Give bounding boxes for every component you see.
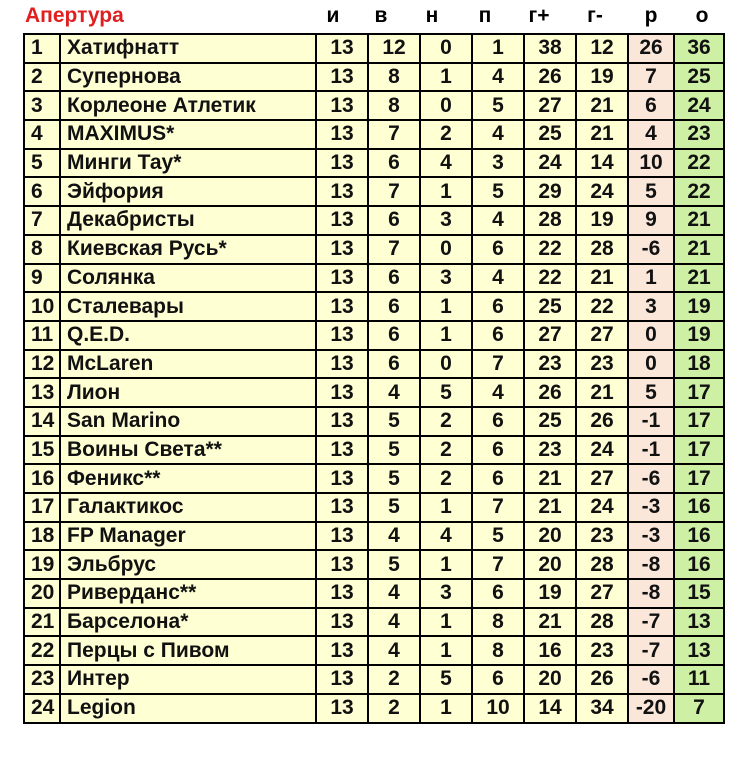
team-rank: 17 (24, 493, 60, 522)
col-header-losses: п (478, 4, 492, 27)
team-rank: 16 (24, 464, 60, 493)
team-name: Барселона* (60, 608, 316, 637)
wins-cell: 8 (368, 63, 420, 92)
table-row (24, 493, 724, 522)
draws-cell: 4 (420, 522, 472, 551)
team-rank: 13 (24, 378, 60, 407)
table-row (24, 149, 724, 178)
points-cell: 13 (674, 636, 724, 665)
draws-cell: 3 (420, 206, 472, 235)
goals-against-cell: 24 (576, 436, 628, 465)
goal-diff-cell: -6 (628, 464, 674, 493)
points-cell: 16 (674, 522, 724, 551)
draws-cell: 0 (420, 350, 472, 379)
goal-diff-cell: -1 (628, 436, 674, 465)
played-cell: 13 (316, 235, 368, 264)
losses-cell: 3 (472, 149, 524, 178)
draws-cell: 1 (420, 292, 472, 321)
points-cell: 17 (674, 464, 724, 493)
table-row (24, 694, 724, 723)
draws-cell: 1 (420, 493, 472, 522)
team-name: McLaren (60, 350, 316, 379)
goals-against-cell: 14 (576, 149, 628, 178)
goal-diff-cell: -8 (628, 579, 674, 608)
played-cell: 13 (316, 149, 368, 178)
goals-for-cell: 23 (524, 436, 576, 465)
losses-cell: 5 (472, 522, 524, 551)
goals-against-cell: 28 (576, 235, 628, 264)
goals-against-cell: 22 (576, 292, 628, 321)
draws-cell: 1 (420, 63, 472, 92)
wins-cell: 2 (368, 665, 420, 694)
goal-diff-cell: -20 (628, 694, 674, 723)
losses-cell: 4 (472, 206, 524, 235)
team-name: Эльбрус (60, 550, 316, 579)
draws-cell: 5 (420, 378, 472, 407)
goal-diff-cell: -8 (628, 550, 674, 579)
draws-cell: 2 (420, 436, 472, 465)
losses-cell: 4 (472, 378, 524, 407)
goals-against-cell: 21 (576, 120, 628, 149)
points-cell: 22 (674, 149, 724, 178)
table-row (24, 321, 724, 350)
team-rank: 19 (24, 550, 60, 579)
played-cell: 13 (316, 407, 368, 436)
wins-cell: 5 (368, 407, 420, 436)
losses-cell: 6 (472, 235, 524, 264)
table-row (24, 464, 724, 493)
played-cell: 13 (316, 665, 368, 694)
played-cell: 13 (316, 522, 368, 551)
team-name: Воины Света** (60, 436, 316, 465)
goals-for-cell: 21 (524, 493, 576, 522)
team-name: Сталевары (60, 292, 316, 321)
points-cell: 15 (674, 579, 724, 608)
losses-cell: 6 (472, 665, 524, 694)
losses-cell: 8 (472, 608, 524, 637)
standings-body (24, 34, 724, 723)
team-name: Перцы с Пивом (60, 636, 316, 665)
goal-diff-cell: 4 (628, 120, 674, 149)
goal-diff-cell: -7 (628, 636, 674, 665)
table-row (24, 120, 724, 149)
goals-for-cell: 22 (524, 235, 576, 264)
table-row (24, 235, 724, 264)
team-name: Q.E.D. (60, 321, 316, 350)
goal-diff-cell: 10 (628, 149, 674, 178)
goal-diff-cell: -6 (628, 665, 674, 694)
wins-cell: 4 (368, 636, 420, 665)
goals-against-cell: 27 (576, 321, 628, 350)
losses-cell: 6 (472, 292, 524, 321)
table-row (24, 608, 724, 637)
wins-cell: 6 (368, 292, 420, 321)
wins-cell: 4 (368, 522, 420, 551)
team-rank: 20 (24, 579, 60, 608)
team-rank: 3 (24, 91, 60, 120)
draws-cell: 0 (420, 235, 472, 264)
losses-cell: 6 (472, 464, 524, 493)
played-cell: 13 (316, 206, 368, 235)
team-name: Лион (60, 378, 316, 407)
table-row (24, 34, 724, 63)
goal-diff-cell: 5 (628, 177, 674, 206)
played-cell: 13 (316, 63, 368, 92)
team-rank: 4 (24, 120, 60, 149)
wins-cell: 6 (368, 206, 420, 235)
draws-cell: 0 (420, 91, 472, 120)
col-header-played: и (326, 4, 340, 27)
losses-cell: 7 (472, 493, 524, 522)
table-row (24, 550, 724, 579)
col-header-goals-for: г+ (528, 4, 550, 27)
goal-diff-cell: -1 (628, 407, 674, 436)
goal-diff-cell: 1 (628, 264, 674, 293)
col-header-wins: в (374, 4, 388, 27)
table-row (24, 91, 724, 120)
losses-cell: 4 (472, 120, 524, 149)
team-name: Хатифнатт (60, 34, 316, 63)
goals-against-cell: 23 (576, 522, 628, 551)
wins-cell: 5 (368, 436, 420, 465)
col-header-goals-against: г- (587, 4, 603, 27)
team-rank: 6 (24, 177, 60, 206)
wins-cell: 6 (368, 149, 420, 178)
goal-diff-cell: -7 (628, 608, 674, 637)
team-name: FP Manager (60, 522, 316, 551)
points-cell: 11 (674, 665, 724, 694)
team-name: Минги Тау* (60, 149, 316, 178)
draws-cell: 3 (420, 264, 472, 293)
wins-cell: 6 (368, 264, 420, 293)
points-cell: 16 (674, 493, 724, 522)
goals-against-cell: 26 (576, 665, 628, 694)
col-header-points: о (695, 4, 709, 27)
played-cell: 13 (316, 378, 368, 407)
played-cell: 13 (316, 464, 368, 493)
played-cell: 13 (316, 608, 368, 637)
goals-for-cell: 21 (524, 464, 576, 493)
played-cell: 13 (316, 321, 368, 350)
goals-for-cell: 20 (524, 665, 576, 694)
wins-cell: 4 (368, 579, 420, 608)
goals-against-cell: 19 (576, 206, 628, 235)
draws-cell: 2 (420, 407, 472, 436)
team-rank: 12 (24, 350, 60, 379)
wins-cell: 5 (368, 493, 420, 522)
played-cell: 13 (316, 436, 368, 465)
losses-cell: 6 (472, 579, 524, 608)
played-cell: 13 (316, 350, 368, 379)
team-name: Супернова (60, 63, 316, 92)
played-cell: 13 (316, 694, 368, 723)
team-name: Киевская Русь* (60, 235, 316, 264)
points-cell: 21 (674, 264, 724, 293)
goal-diff-cell: 3 (628, 292, 674, 321)
team-name: Эйфория (60, 177, 316, 206)
losses-cell: 1 (472, 34, 524, 63)
goal-diff-cell: 9 (628, 206, 674, 235)
goals-against-cell: 27 (576, 579, 628, 608)
draws-cell: 1 (420, 321, 472, 350)
points-cell: 19 (674, 292, 724, 321)
team-rank: 2 (24, 63, 60, 92)
goal-diff-cell: 5 (628, 378, 674, 407)
goals-for-cell: 25 (524, 407, 576, 436)
team-name: Риверданс** (60, 579, 316, 608)
table-row (24, 579, 724, 608)
table-header (0, 0, 730, 34)
points-cell: 17 (674, 378, 724, 407)
played-cell: 13 (316, 292, 368, 321)
table-row (24, 665, 724, 694)
team-name: Галактикос (60, 493, 316, 522)
goals-for-cell: 27 (524, 91, 576, 120)
points-cell: 36 (674, 34, 724, 63)
goals-against-cell: 23 (576, 350, 628, 379)
goals-against-cell: 21 (576, 378, 628, 407)
losses-cell: 7 (472, 550, 524, 579)
goals-against-cell: 28 (576, 608, 628, 637)
goals-against-cell: 27 (576, 464, 628, 493)
goal-diff-cell: 7 (628, 63, 674, 92)
team-rank: 24 (24, 694, 60, 723)
table-row (24, 436, 724, 465)
draws-cell: 4 (420, 149, 472, 178)
team-rank: 18 (24, 522, 60, 551)
played-cell: 13 (316, 177, 368, 206)
table-row (24, 350, 724, 379)
goals-against-cell: 34 (576, 694, 628, 723)
standings-table (23, 33, 725, 724)
points-cell: 7 (674, 694, 724, 723)
wins-cell: 7 (368, 177, 420, 206)
team-rank: 8 (24, 235, 60, 264)
wins-cell: 4 (368, 378, 420, 407)
team-name: Интер (60, 665, 316, 694)
team-rank: 22 (24, 636, 60, 665)
points-cell: 18 (674, 350, 724, 379)
team-rank: 11 (24, 321, 60, 350)
losses-cell: 4 (472, 264, 524, 293)
team-rank: 23 (24, 665, 60, 694)
wins-cell: 5 (368, 550, 420, 579)
goals-for-cell: 22 (524, 264, 576, 293)
goals-for-cell: 20 (524, 522, 576, 551)
wins-cell: 5 (368, 464, 420, 493)
table-title: Апертура (25, 4, 124, 27)
points-cell: 17 (674, 436, 724, 465)
draws-cell: 2 (420, 120, 472, 149)
team-name: MAXIMUS* (60, 120, 316, 149)
goals-against-cell: 21 (576, 264, 628, 293)
draws-cell: 1 (420, 177, 472, 206)
goal-diff-cell: -6 (628, 235, 674, 264)
team-rank: 15 (24, 436, 60, 465)
goal-diff-cell: 26 (628, 34, 674, 63)
goals-against-cell: 23 (576, 636, 628, 665)
team-name: Legion (60, 694, 316, 723)
played-cell: 13 (316, 579, 368, 608)
goals-for-cell: 28 (524, 206, 576, 235)
goals-for-cell: 29 (524, 177, 576, 206)
goals-for-cell: 26 (524, 63, 576, 92)
draws-cell: 1 (420, 550, 472, 579)
points-cell: 13 (674, 608, 724, 637)
played-cell: 13 (316, 91, 368, 120)
goals-for-cell: 20 (524, 550, 576, 579)
table-row (24, 522, 724, 551)
points-cell: 21 (674, 235, 724, 264)
team-rank: 21 (24, 608, 60, 637)
table-row (24, 407, 724, 436)
goals-for-cell: 21 (524, 608, 576, 637)
team-name: Солянка (60, 264, 316, 293)
goals-for-cell: 25 (524, 292, 576, 321)
goals-against-cell: 26 (576, 407, 628, 436)
goals-for-cell: 25 (524, 120, 576, 149)
points-cell: 23 (674, 120, 724, 149)
losses-cell: 6 (472, 407, 524, 436)
goals-for-cell: 38 (524, 34, 576, 63)
losses-cell: 10 (472, 694, 524, 723)
wins-cell: 6 (368, 321, 420, 350)
points-cell: 16 (674, 550, 724, 579)
wins-cell: 7 (368, 120, 420, 149)
goals-against-cell: 12 (576, 34, 628, 63)
points-cell: 22 (674, 177, 724, 206)
wins-cell: 8 (368, 91, 420, 120)
table-row (24, 206, 724, 235)
goals-for-cell: 14 (524, 694, 576, 723)
table-row (24, 177, 724, 206)
goals-for-cell: 19 (524, 579, 576, 608)
team-name: Декабристы (60, 206, 316, 235)
wins-cell: 2 (368, 694, 420, 723)
draws-cell: 1 (420, 694, 472, 723)
points-cell: 25 (674, 63, 724, 92)
draws-cell: 0 (420, 34, 472, 63)
played-cell: 13 (316, 264, 368, 293)
points-cell: 24 (674, 91, 724, 120)
losses-cell: 7 (472, 350, 524, 379)
played-cell: 13 (316, 493, 368, 522)
goal-diff-cell: 0 (628, 321, 674, 350)
wins-cell: 6 (368, 350, 420, 379)
played-cell: 13 (316, 636, 368, 665)
col-header-draws: н (425, 4, 439, 27)
played-cell: 13 (316, 34, 368, 63)
goals-for-cell: 16 (524, 636, 576, 665)
points-cell: 17 (674, 407, 724, 436)
points-cell: 21 (674, 206, 724, 235)
team-name: San Marino (60, 407, 316, 436)
goals-against-cell: 28 (576, 550, 628, 579)
table-row (24, 63, 724, 92)
team-rank: 14 (24, 407, 60, 436)
losses-cell: 5 (472, 91, 524, 120)
draws-cell: 3 (420, 579, 472, 608)
team-rank: 5 (24, 149, 60, 178)
table-row (24, 292, 724, 321)
team-rank: 7 (24, 206, 60, 235)
goals-against-cell: 19 (576, 63, 628, 92)
played-cell: 13 (316, 550, 368, 579)
losses-cell: 6 (472, 321, 524, 350)
col-header-goal-diff: р (644, 4, 658, 27)
goals-against-cell: 24 (576, 493, 628, 522)
losses-cell: 5 (472, 177, 524, 206)
losses-cell: 8 (472, 636, 524, 665)
team-name: Феникс** (60, 464, 316, 493)
goals-for-cell: 27 (524, 321, 576, 350)
goals-against-cell: 24 (576, 177, 628, 206)
losses-cell: 6 (472, 436, 524, 465)
goals-for-cell: 23 (524, 350, 576, 379)
goals-for-cell: 26 (524, 378, 576, 407)
table-row (24, 636, 724, 665)
goals-against-cell: 21 (576, 91, 628, 120)
table-row (24, 264, 724, 293)
goal-diff-cell: 6 (628, 91, 674, 120)
team-name: Корлеоне Атлетик (60, 91, 316, 120)
goal-diff-cell: -3 (628, 493, 674, 522)
team-rank: 10 (24, 292, 60, 321)
losses-cell: 4 (472, 63, 524, 92)
goal-diff-cell: 0 (628, 350, 674, 379)
table-row (24, 378, 724, 407)
draws-cell: 1 (420, 636, 472, 665)
goals-for-cell: 24 (524, 149, 576, 178)
draws-cell: 1 (420, 608, 472, 637)
points-cell: 19 (674, 321, 724, 350)
wins-cell: 7 (368, 235, 420, 264)
draws-cell: 5 (420, 665, 472, 694)
played-cell: 13 (316, 120, 368, 149)
goal-diff-cell: -3 (628, 522, 674, 551)
draws-cell: 2 (420, 464, 472, 493)
wins-cell: 12 (368, 34, 420, 63)
team-rank: 1 (24, 34, 60, 63)
team-rank: 9 (24, 264, 60, 293)
wins-cell: 4 (368, 608, 420, 637)
